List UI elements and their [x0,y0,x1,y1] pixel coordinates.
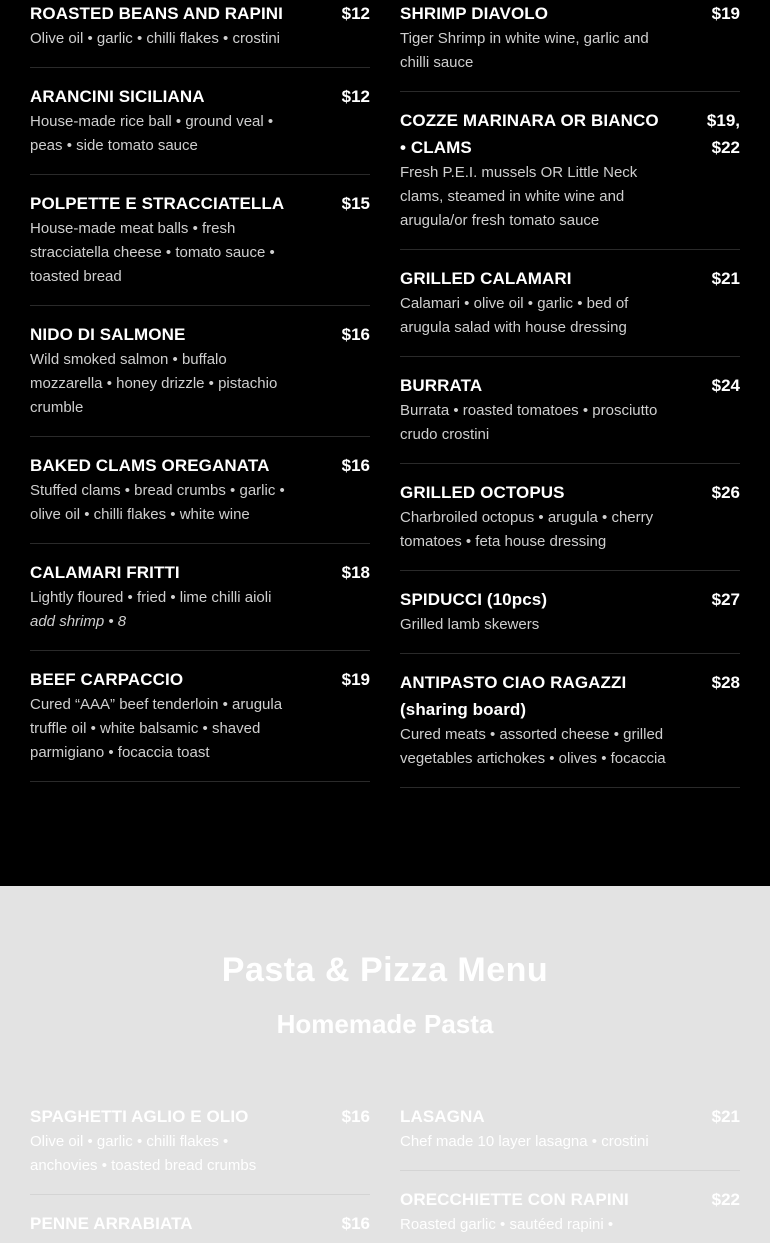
menu-item [400,0,740,92]
menu-item-description: Olive oil • garlic • chilli flakes • anchovies • toasted bread crumbs [30,1133,257,1174]
menu-item-description: Tiger Shrimp in white wine, garlic and chilli sauce [400,30,649,71]
menu-item [400,479,740,571]
menu-item-header [30,321,370,348]
menu-item-description: Fresh P.E.I. mussels OR Little Neck clams, steamed in white wine and arugula/or fresh tomato sauce [400,164,638,229]
menu-item-header [30,559,370,586]
menu-item-description: Wild smoked salmon • buffalo mozzarella • honey drizzle • pistachio crumble [30,351,278,416]
menu-item-header [30,666,370,693]
menu-item [30,0,370,68]
menu-item-description: Charbroiled octopus • arugula • cherry tomatoes • feta house dressing [400,509,654,550]
menu-item-header [30,452,370,479]
menu-item [400,265,740,357]
menu-item [400,107,740,250]
menu-item-price: $19, $22 [706,111,740,157]
menu-item-price: $16 [341,1107,370,1126]
menu-item-header [400,586,740,613]
menu-item-price: $22 [711,1190,740,1209]
menu-item-price: $21 [711,1107,740,1126]
menu-item-price: $15 [341,194,370,213]
menu-item-price: $19 [341,670,370,689]
menu-item-name: BEEF CARPACCIO [30,670,184,689]
menu-item-name: ORECCHIETTE CON RAPINI [400,1190,629,1209]
menu-item [30,83,370,175]
menu-item-price: $18 [341,563,370,582]
menu-item-price: $16 [341,325,370,344]
menu-item [400,1186,740,1243]
menu-item-name: LASAGNA [400,1107,485,1126]
menu-item-price: $27 [711,590,740,609]
pasta-left-column [30,1103,370,1243]
menu-item-description: Calamari • olive oil • garlic • bed of arugula salad with house dressing [400,295,629,336]
menu-item-header [400,669,740,723]
menu-item [30,452,370,544]
menu-item-price: $28 [711,673,740,692]
appetizers-left-column [30,0,370,788]
menu-item-header [400,1103,740,1130]
menu-item-header [30,83,370,110]
menu-item-name: BURRATA [400,376,483,395]
menu-item-price: $24 [711,376,740,395]
section-subtitle: Homemade Pasta [276,1009,494,1039]
menu-item-name: CALAMARI FRITTI [30,563,180,582]
menu-item [400,586,740,654]
menu-item [30,1103,370,1195]
menu-item-name: GRILLED CALAMARI [400,269,572,288]
menu-item-name: BAKED CLAMS OREGANATA [30,456,270,475]
menu-item-header [400,372,740,399]
menu-item-name: ROASTED BEANS AND RAPINI [30,4,284,23]
menu-item-description: Cured meats • assorted cheese • grilled vegetables artichokes • olives • focaccia [400,726,666,767]
menu-item-header [400,265,740,292]
pasta-pizza-section [0,886,770,1243]
menu-item-description: Chef made 10 layer lasagna • crostini [400,1133,649,1150]
menu-item-description: Lightly floured • fried • lime chilli aioli [30,589,272,606]
menu-item-description: House-made meat balls • fresh stracciatella cheese • tomato sauce • toasted bread [30,220,275,285]
pasta-right-column [400,1103,740,1243]
menu-item-description: Stuffed clams • bread crumbs • garlic • olive oil • chilli flakes • white wine [30,482,285,523]
menu-item-name: GRILLED OCTOPUS [400,483,565,502]
menu-item-price: $19 [711,4,740,23]
menu-item [400,1103,740,1171]
menu-item-price: $16 [341,1214,370,1233]
menu-item-name: NIDO DI SALMONE [30,325,186,344]
menu-item [30,321,370,437]
menu-item-description: Cured “AAA” beef tenderloin • arugula truffle oil • white balsamic • shaved parmigiano • focaccia toast [30,696,283,761]
section-title: Pasta & Pizza Menu [221,951,549,989]
menu-item-header [400,107,740,161]
menu-item-name: ARANCINI SICILIANA [30,87,205,106]
menu-item-description: Olive oil • garlic • chilli flakes • crostini [30,30,280,47]
menu-item-price: $16 [341,456,370,475]
menu-item-header [30,1103,370,1130]
menu-item-description: Burrata • roasted tomatoes • prosciutto crudo crostini [400,402,658,443]
appetizers-right-column [400,0,740,788]
menu-item-header [400,0,740,27]
menu-item-name: POLPETTE E STRACCIATELLA [30,194,285,213]
menu-item [30,1210,370,1243]
menu-item-header [30,1210,370,1237]
menu-item-name: SPAGHETTI AGLIO E OLIO [30,1107,249,1126]
menu-item-addon: add shrimp • 8 [30,613,127,630]
menu-item-description: Roasted garlic • sautéed rapini • [400,1216,614,1233]
menu-item [30,666,370,782]
menu-item-name: ANTIPASTO CIAO RAGAZZI (sharing board) [400,673,627,719]
pasta-columns [0,1103,770,1243]
menu-item-header [30,0,370,27]
menu-item [400,372,740,464]
menu-item [30,559,370,651]
menu-item-header [400,1186,740,1213]
menu-item [30,190,370,306]
menu-item-price: $26 [711,483,740,502]
menu-item-price: $12 [341,87,370,106]
menu-item-name: SPIDUCCI (10pcs) [400,590,548,609]
menu-item [400,669,740,788]
menu-item-description: House-made rice ball • ground veal • peas • side tomato sauce [30,113,274,154]
menu-item-header [30,190,370,217]
menu-item-name: COZZE MARINARA OR BIANCO • CLAMS [400,111,659,157]
menu-item-price: $21 [711,269,740,288]
menu-item-price: $12 [341,4,370,23]
menu-item-name: SHRIMP DIAVOLO [400,4,549,23]
menu-item-header [400,479,740,506]
menu-item-description: Grilled lamb skewers [400,616,540,633]
menu-item-name: PENNE ARRABIATA [30,1214,193,1233]
